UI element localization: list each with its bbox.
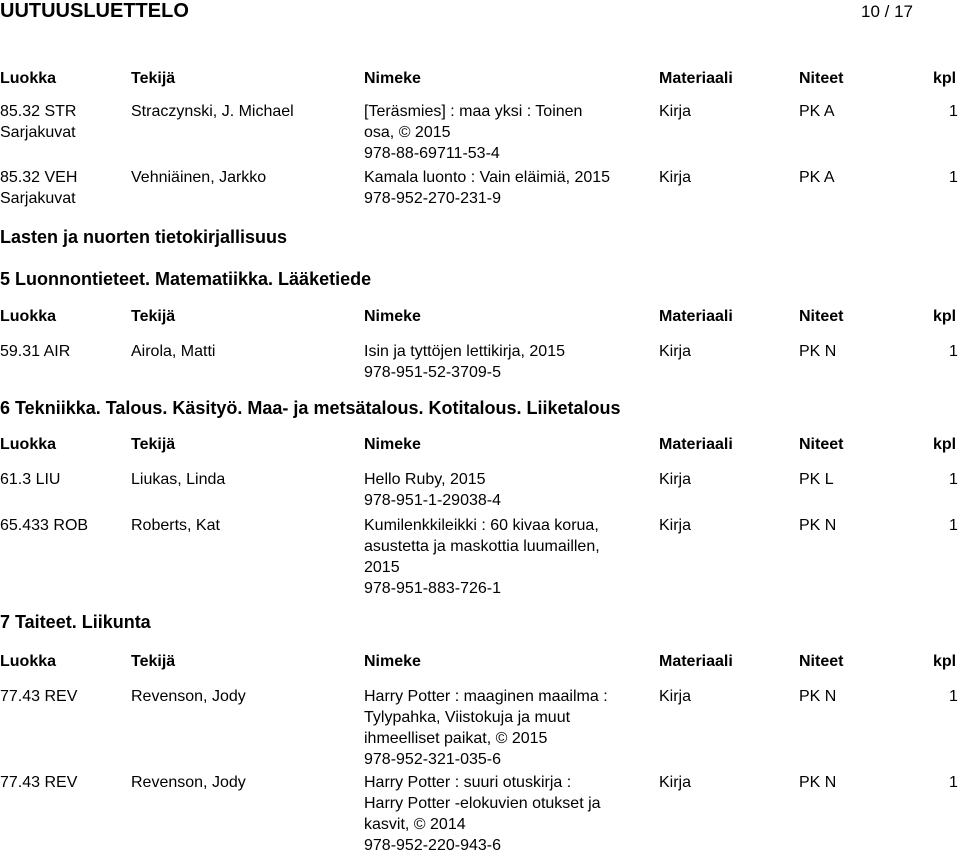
column-header-material: Materiaali [659, 653, 733, 670]
section-heading: 6 Tekniikka. Talous. Käsityö. Maa- ja metsätalous. Kotitalous. Liiketalous [0, 398, 621, 418]
column-header-location: Niteet [799, 70, 844, 87]
item-title: Harry Potter : maaginen maailma : Tylypahka, Viistokuja ja muut ihmeelliset paikat, © 2015 978-952-321-035-6 [364, 688, 608, 768]
column-header-qty: kpl [933, 436, 957, 453]
column-header-author: Tekijä [131, 70, 176, 87]
item-qty: 1 [949, 517, 958, 534]
item-title: [Teräsmies] : maa yksi : Toinen osa, © 2015 978-88-69711-53-4 [364, 103, 583, 162]
item-title: Hello Ruby, 2015 978-951-1-29038-4 [364, 471, 501, 509]
column-header-material: Materiaali [659, 436, 733, 453]
item-location: PK N [799, 343, 837, 360]
item-material: Kirja [659, 688, 692, 705]
item-author: Liukas, Linda [131, 471, 226, 488]
item-material: Kirja [659, 169, 692, 186]
item-qty: 1 [949, 343, 958, 360]
column-header-author: Tekijä [131, 436, 176, 453]
column-header-qty: kpl [933, 308, 957, 325]
item-author: Revenson, Jody [131, 774, 246, 791]
column-header-title: Nimeke [364, 70, 421, 87]
item-material: Kirja [659, 471, 692, 488]
column-header-author: Tekijä [131, 308, 176, 325]
item-title: Kamala luonto : Vain eläimiä, 2015 978-952-270-231-9 [364, 169, 611, 207]
column-header-qty: kpl [933, 653, 957, 670]
category-heading: Lasten ja nuorten tietokirjallisuus [0, 227, 288, 247]
section-heading: 5 Luonnontieteet. Matematiikka. Lääketiede [0, 269, 372, 289]
section-heading: 7 Taiteet. Liikunta [0, 612, 151, 632]
column-header-class: Luokka [0, 70, 57, 87]
column-header-material: Materiaali [659, 70, 733, 87]
column-header-title: Nimeke [364, 436, 421, 453]
column-header-author: Tekijä [131, 653, 176, 670]
column-header-location: Niteet [799, 653, 844, 670]
item-class: 77.43 REV [0, 688, 78, 705]
column-header-title: Nimeke [364, 653, 421, 670]
page-number: 10 / 17 [861, 2, 913, 21]
item-author: Revenson, Jody [131, 688, 246, 705]
item-location: PK N [799, 774, 837, 791]
item-author: Airola, Matti [131, 343, 216, 360]
column-header-class: Luokka [0, 436, 57, 453]
item-qty: 1 [949, 774, 958, 791]
item-location: PK N [799, 688, 837, 705]
item-material: Kirja [659, 517, 692, 534]
item-class: 85.32 VEH Sarjakuvat [0, 169, 78, 207]
item-class: 85.32 STR Sarjakuvat [0, 103, 77, 141]
column-header-title: Nimeke [364, 308, 421, 325]
item-location: PK L [799, 471, 834, 488]
column-header-material: Materiaali [659, 308, 733, 325]
item-class: 65.433 ROB [0, 517, 89, 534]
item-material: Kirja [659, 774, 692, 791]
item-author: Roberts, Kat [131, 517, 220, 534]
column-header-location: Niteet [799, 308, 844, 325]
item-material: Kirja [659, 103, 692, 120]
item-qty: 1 [949, 169, 958, 186]
item-title: Kumilenkkileikki : 60 kivaa korua, asustetta ja maskottia luumaillen, 2015 978-951-883-726-1 [364, 517, 600, 597]
item-qty: 1 [949, 103, 958, 120]
page-title: UUTUUSLUETTELO [0, 0, 189, 22]
item-qty: 1 [949, 471, 958, 488]
item-class: 77.43 REV [0, 774, 78, 791]
item-class: 59.31 AIR [0, 343, 71, 360]
item-title: Isin ja tyttöjen lettikirja, 2015 978-951-52-3709-5 [364, 343, 565, 381]
item-qty: 1 [949, 688, 958, 705]
column-header-qty: kpl [933, 70, 957, 87]
column-header-location: Niteet [799, 436, 844, 453]
column-header-class: Luokka [0, 308, 57, 325]
item-author: Vehniäinen, Jarkko [131, 169, 267, 186]
item-class: 61.3 LIU [0, 471, 61, 488]
item-author: Straczynski, J. Michael [131, 103, 294, 120]
item-location: PK A [799, 103, 835, 120]
item-location: PK N [799, 517, 837, 534]
column-header-class: Luokka [0, 653, 57, 670]
item-location: PK A [799, 169, 835, 186]
item-material: Kirja [659, 343, 692, 360]
item-title: Harry Potter : suuri otuskirja : Harry Potter -elokuvien otukset ja kasvit, © 2014 978-952-220-943-6 [364, 774, 601, 854]
